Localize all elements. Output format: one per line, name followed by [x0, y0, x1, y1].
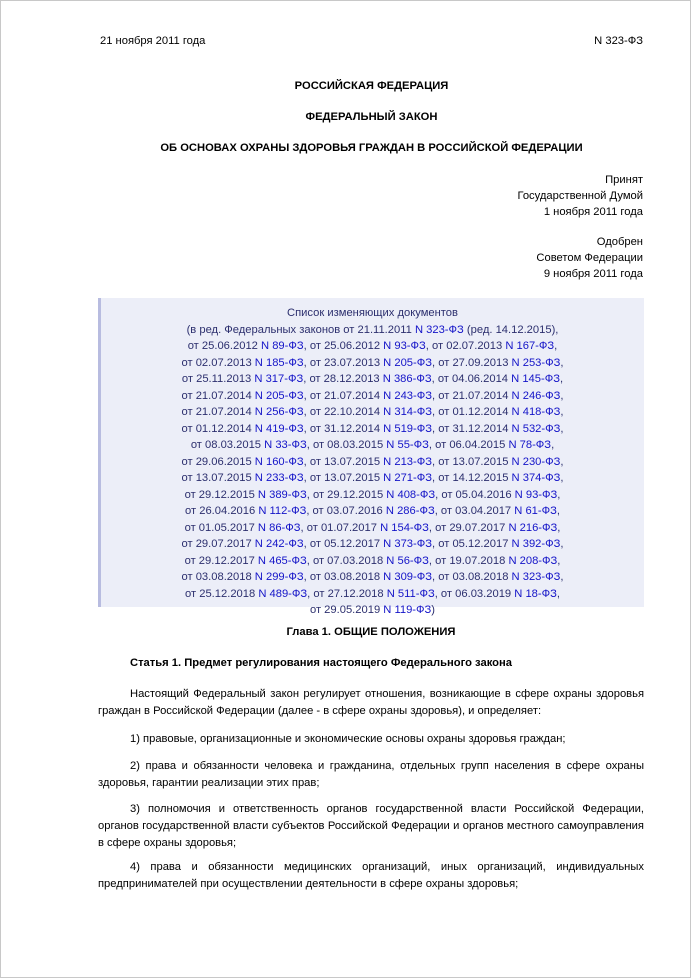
- paragraph: 1) правовые, организационные и экономические основы охраны здоровья граждан;: [130, 733, 566, 745]
- amendment-link[interactable]: N 93-ФЗ: [383, 340, 426, 352]
- amendment-line: [101, 536, 644, 553]
- amendment-text: ,: [560, 389, 564, 402]
- amendment-link[interactable]: N 256-ФЗ: [254, 406, 304, 418]
- amendment-link[interactable]: N 323-ФЗ: [511, 571, 561, 583]
- amendment-text: , от 03.08.2018: [303, 571, 384, 583]
- amendment-link[interactable]: N 309-ФЗ: [383, 571, 433, 583]
- amendment-text: , от 23.07.2013: [303, 356, 384, 369]
- amendment-text: , от 13.07.2015: [303, 472, 384, 484]
- amendment-link[interactable]: N 511-ФЗ: [386, 587, 435, 600]
- amendment-line: [101, 388, 644, 405]
- amendment-text: , от 01.07.2017: [300, 521, 381, 534]
- amendment-link[interactable]: N 519-ФЗ: [383, 422, 433, 435]
- amendment-text: ): [431, 604, 436, 616]
- amendment-line: [101, 322, 644, 339]
- approved-block: [536, 234, 643, 282]
- amendment-link[interactable]: N 205-ФЗ: [254, 389, 304, 402]
- amendment-link[interactable]: N 299-ФЗ: [254, 571, 304, 583]
- amendment-text: , от 04.06.2014: [431, 373, 512, 385]
- amendment-text: ,: [556, 587, 560, 600]
- amendment-text: , от 05.04.2016: [435, 488, 515, 501]
- amendment-link[interactable]: N 230-ФЗ: [511, 455, 561, 468]
- amendment-text: , от 06.03.2019: [434, 587, 515, 600]
- amendment-text: , от 14.12.2015: [432, 472, 512, 484]
- amendment-text: , от 22.10.2014: [303, 406, 384, 418]
- amendment-link[interactable]: N 286-ФЗ: [385, 505, 435, 517]
- amendment-link[interactable]: N 418-ФЗ: [511, 406, 561, 418]
- amendment-link[interactable]: N 386-ФЗ: [382, 373, 432, 385]
- amendment-link[interactable]: N 271-ФЗ: [383, 472, 433, 484]
- amendment-link[interactable]: N 145-ФЗ: [511, 373, 560, 385]
- amendment-link[interactable]: N 56-ФЗ: [386, 554, 429, 567]
- amendment-link[interactable]: N 246-ФЗ: [511, 389, 561, 402]
- amendment-text: , от 05.12.2017: [303, 538, 384, 550]
- adopted-line: Государственной Думой: [517, 190, 643, 202]
- amendment-text: , от 13.07.2015: [432, 455, 512, 468]
- amendment-link[interactable]: N 93-ФЗ: [514, 488, 558, 501]
- amendment-text: от 01.05.2017: [184, 521, 258, 534]
- adopted-line: 1 ноября 2011 года: [543, 206, 643, 218]
- article-heading: Статья 1. Предмет регулирования настоящего Федерального закона: [130, 657, 512, 669]
- amendment-link[interactable]: N 185-ФЗ: [254, 356, 304, 369]
- amendment-link[interactable]: N 392-ФЗ: [511, 538, 561, 550]
- amendment-text: , от 28.12.2013: [303, 373, 383, 385]
- amendment-link[interactable]: N 408-ФЗ: [386, 488, 436, 501]
- amendment-text: , от 31.12.2014: [432, 422, 512, 435]
- amendment-link[interactable]: N 419-ФЗ: [254, 422, 304, 435]
- amendment-line: [101, 421, 644, 438]
- amendment-text: , от 03.08.2018: [432, 571, 512, 583]
- amendment-text: ,: [556, 505, 560, 517]
- amendment-link[interactable]: N 61-ФЗ: [514, 505, 557, 517]
- amendment-link[interactable]: N 205-ФЗ: [383, 356, 433, 369]
- amendment-line: [101, 371, 644, 388]
- amendment-text: от 25.12.2018: [185, 587, 259, 600]
- amendment-text: , от 05.12.2017: [432, 538, 512, 550]
- amendment-link[interactable]: N 243-ФЗ: [383, 389, 433, 402]
- amendment-text: от 29.12.2017: [184, 554, 258, 567]
- amendment-text: от 25.11.2013: [181, 373, 255, 385]
- amendment-text: , от 27.09.2013: [432, 356, 512, 369]
- paragraph: 3) полномочия и ответственность органов государственной власти Российской Федерации, органов государственной власти субъектов Российской Федерации и органов местного самоуправления в сфере охраны здоровья;: [98, 803, 644, 849]
- adopted-line: Принят: [605, 174, 643, 186]
- amendment-text: от 29.07.2017: [181, 538, 255, 550]
- amendment-link[interactable]: N 314-ФЗ: [383, 406, 433, 418]
- amendment-text: ,: [560, 406, 564, 418]
- amendment-line: [101, 338, 644, 355]
- amendments-box: [98, 298, 644, 616]
- approved-line: Одобрен: [596, 236, 643, 248]
- amendment-line: [101, 602, 644, 619]
- amendment-link[interactable]: N 532-ФЗ: [511, 422, 561, 435]
- amendment-text: от 29.12.2015: [184, 488, 258, 501]
- amendment-line: [101, 520, 644, 537]
- amendment-text: , от 01.12.2014: [432, 406, 512, 418]
- amendment-line: [101, 470, 644, 487]
- amendment-link[interactable]: N 233-ФЗ: [254, 472, 304, 484]
- amendment-link[interactable]: N 86-ФЗ: [257, 521, 301, 534]
- amendment-text: от 26.04.2016: [185, 505, 259, 517]
- amendment-text: от 25.06.2012: [187, 340, 262, 352]
- amendment-text: (ред. 14.12.2015),: [463, 323, 559, 336]
- amendment-text: , от 25.06.2012: [303, 340, 384, 352]
- chapter-heading: Глава 1. ОБЩИЕ ПОЛОЖЕНИЯ: [286, 626, 456, 638]
- amendment-link[interactable]: N 167-ФЗ: [505, 340, 555, 352]
- amendment-text: , от 02.07.2013: [425, 340, 506, 352]
- amendment-text: от 29.05.2019: [309, 604, 384, 616]
- amendment-link[interactable]: N 374-ФЗ: [511, 472, 561, 484]
- amendment-text: ,: [559, 373, 564, 385]
- amendment-text: , от 31.12.2014: [303, 422, 384, 435]
- amendment-text: , от 07.03.2018: [306, 554, 387, 567]
- amendment-link[interactable]: N 242-ФЗ: [254, 538, 304, 550]
- amendment-text: от 13.07.2015: [181, 472, 255, 484]
- amendment-link[interactable]: N 489-ФЗ: [258, 587, 308, 600]
- approved-line: 9 ноября 2011 года: [543, 268, 643, 280]
- amendment-text: ,: [560, 472, 564, 484]
- amendment-text: от 01.12.2014: [181, 422, 255, 435]
- amendment-text: , от 03.07.2016: [306, 505, 386, 517]
- amendment-link[interactable]: N 208-ФЗ: [508, 554, 558, 567]
- amendment-link[interactable]: N 160-ФЗ: [254, 455, 304, 468]
- amendment-text: , от 19.07.2018: [428, 554, 509, 567]
- amendment-text: , от 29.07.2017: [428, 521, 509, 534]
- amendment-link[interactable]: N 389-ФЗ: [257, 488, 307, 501]
- amendment-text: от 21.07.2014: [181, 389, 255, 402]
- amendment-link[interactable]: N 317-ФЗ: [254, 373, 304, 385]
- amendment-text: ,: [560, 422, 564, 435]
- amendment-line: [101, 553, 644, 570]
- amendment-text: , от 29.12.2015: [306, 488, 387, 501]
- amendment-text: ,: [554, 340, 558, 352]
- amendment-link[interactable]: N 154-ФЗ: [380, 521, 429, 534]
- amendment-text: ,: [560, 455, 564, 468]
- amendment-text: , от 06.04.2015: [428, 439, 509, 451]
- law-type-title: ФЕДЕРАЛЬНЫЙ ЗАКОН: [305, 111, 438, 123]
- amendment-text: ,: [557, 554, 561, 567]
- amendment-link[interactable]: N 55-ФЗ: [386, 439, 429, 451]
- amendment-line: [101, 454, 644, 471]
- amendment-link[interactable]: N 78-ФЗ: [508, 439, 552, 451]
- amendment-line: [101, 437, 644, 454]
- amendment-text: от 29.06.2015: [181, 455, 255, 468]
- document-number: N 323-ФЗ: [594, 35, 643, 47]
- amendment-text: , от 08.03.2015: [306, 439, 387, 451]
- amendment-link[interactable]: N 112-ФЗ: [258, 505, 307, 517]
- amendment-text: , от 21.07.2014: [303, 389, 384, 402]
- amendment-text: , от 13.07.2015: [303, 455, 384, 468]
- paragraph: 4) права и обязанности медицинских организаций, иных организаций, индивидуальных предпринимателей при осуществлении деятельности в сфере охраны здоровья;: [98, 861, 644, 890]
- law-name-title: ОБ ОСНОВАХ ОХРАНЫ ЗДОРОВЬЯ ГРАЖДАН В РОССИЙСКОЙ ФЕДЕРАЦИИ: [160, 142, 583, 154]
- amendment-text: (в ред. Федеральных законов от 21.11.2011: [186, 323, 415, 336]
- paragraph: 2) права и обязанности человека и гражданина, отдельных групп населения в сфере охраны здоровья, гарантии реализации этих прав;: [98, 760, 644, 789]
- amendment-link[interactable]: N 465-ФЗ: [257, 554, 307, 567]
- amendment-line: [101, 503, 644, 520]
- amendment-text: от 02.07.2013: [181, 356, 255, 369]
- amendment-text: , от 21.07.2014: [432, 389, 512, 402]
- amendment-line: [101, 487, 644, 504]
- amendments-list: [101, 322, 644, 619]
- amendments-title: Список изменяющих документов: [287, 307, 458, 319]
- amendment-link[interactable]: N 253-ФЗ: [511, 356, 561, 369]
- federation-title: РОССИЙСКАЯ ФЕДЕРАЦИЯ: [294, 80, 449, 92]
- amendment-text: от 21.07.2014: [181, 406, 255, 418]
- adopted-block: [518, 172, 643, 220]
- amendment-line: [101, 404, 644, 421]
- document-date: 21 ноября 2011 года: [100, 35, 206, 47]
- amendment-link[interactable]: N 18-ФЗ: [514, 587, 557, 600]
- amendment-link[interactable]: N 323-ФЗ: [414, 323, 464, 336]
- amendment-text: ,: [557, 488, 561, 501]
- amendment-text: ,: [560, 538, 564, 550]
- amendment-text: , от 27.12.2018: [307, 587, 387, 600]
- amendment-line: [101, 569, 644, 586]
- amendment-text: от 03.08.2018: [181, 571, 255, 583]
- amendment-line: [101, 586, 644, 603]
- paragraph: Настоящий Федеральный закон регулирует отношения, возникающие в сфере охраны здоровья граждан в Российской Федерации (далее - в сфере охраны здоровья), и определяет:: [98, 688, 644, 717]
- amendment-text: ,: [560, 356, 564, 369]
- amendment-link[interactable]: N 373-ФЗ: [383, 538, 433, 550]
- amendment-link[interactable]: N 89-ФЗ: [261, 340, 304, 352]
- amendment-text: ,: [557, 521, 561, 534]
- amendment-line: [101, 355, 644, 372]
- amendment-link[interactable]: N 213-ФЗ: [383, 455, 433, 468]
- amendment-link[interactable]: N 216-ФЗ: [508, 521, 558, 534]
- approved-line: Советом Федерации: [536, 252, 643, 264]
- amendment-text: ,: [560, 571, 564, 583]
- amendment-link[interactable]: N 33-ФЗ: [264, 439, 307, 451]
- amendment-text: от 08.03.2015: [190, 439, 265, 451]
- amendment-text: , от 03.04.2017: [434, 505, 515, 517]
- amendment-link[interactable]: N 119-ФЗ: [383, 604, 432, 616]
- amendment-text: ,: [551, 439, 555, 451]
